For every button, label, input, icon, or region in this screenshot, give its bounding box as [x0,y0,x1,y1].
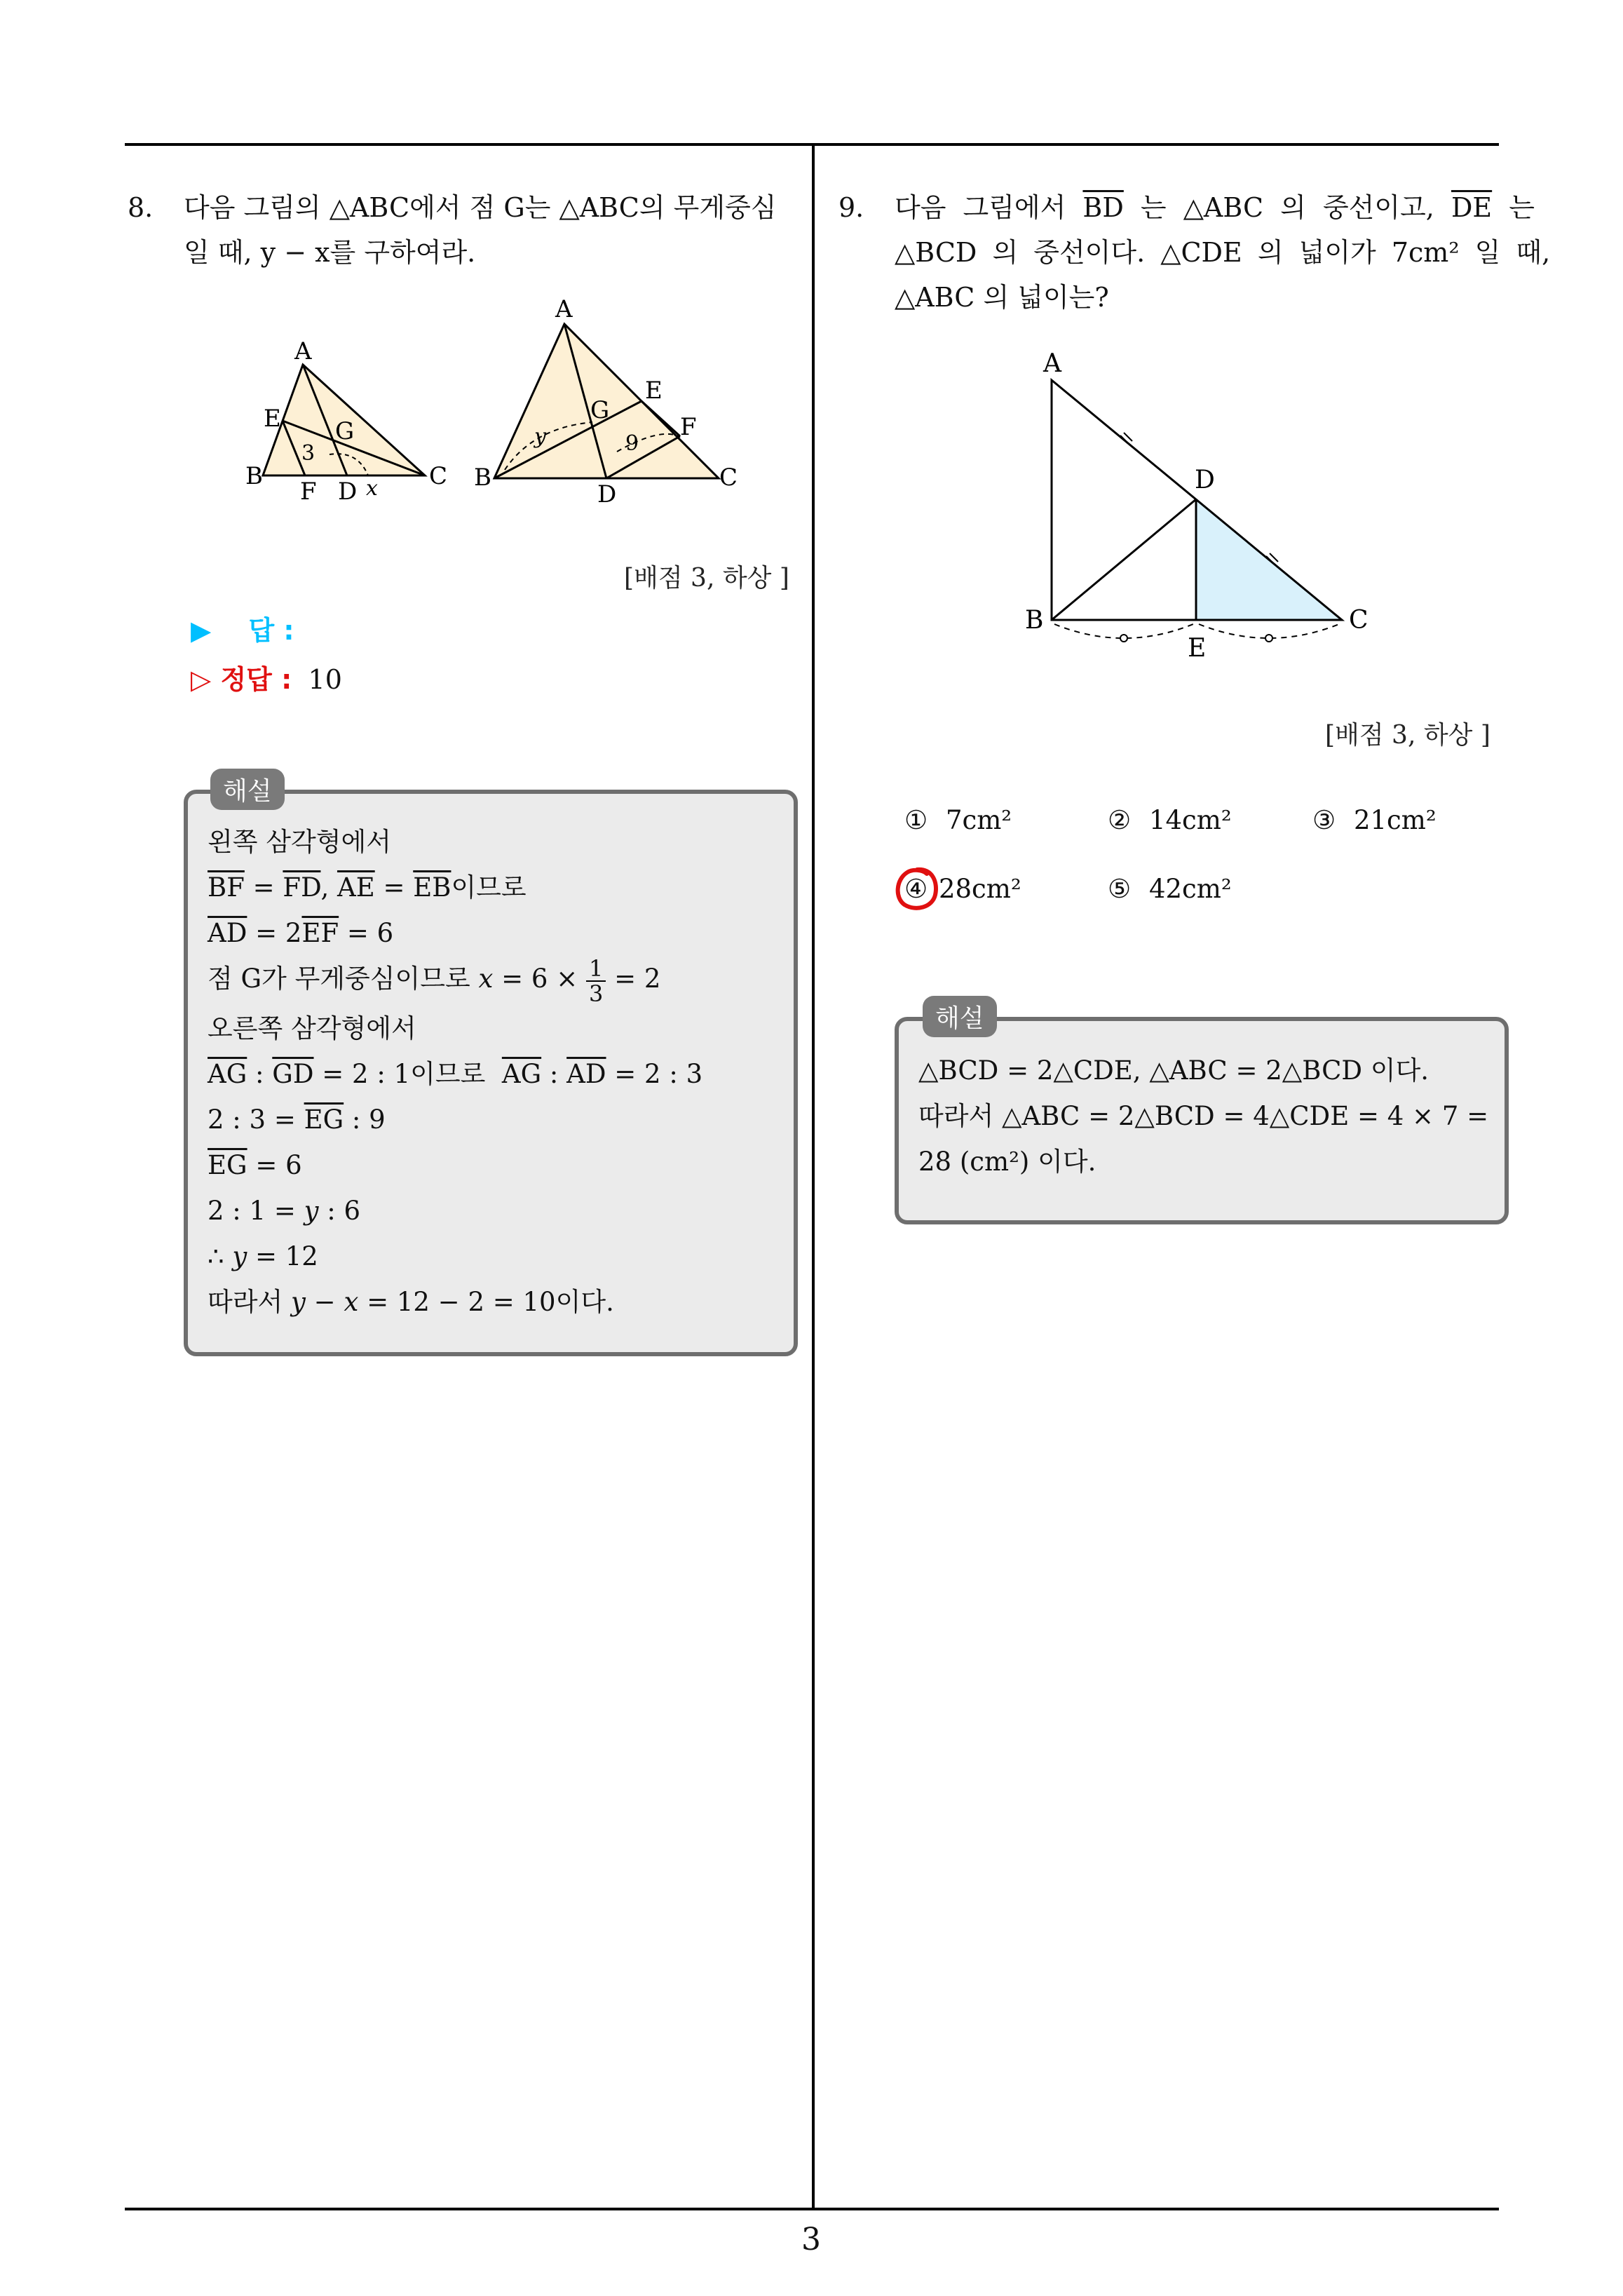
left-label-x: x [366,476,378,501]
q8-solution-tag: 해설 [210,769,285,810]
left-label-3: 3 [301,441,315,466]
q9-text-c: 는 [1509,192,1535,223]
right-label-E: E [645,377,663,405]
q9-label-C: C [1349,606,1369,635]
q8-text-line2: 일 때, y − x를 구하여라. [184,237,476,268]
q9-label-B: B [1025,606,1044,635]
q9-sol-line: 28 (cm²) 이다. [918,1147,1096,1177]
right-label-G: G [590,396,610,424]
q9-figure [1024,344,1402,673]
left-label-B: B [245,462,263,490]
mark-BE [1120,635,1127,642]
q8-correct-label: 정답 : [220,664,292,695]
q8-answer [191,609,294,647]
q9-text-b: 는 △ABC 의 중선이고, [1140,192,1434,223]
q8-sol-line: $\overline{BF} = \overline{FD}$, $\overline{AE} = \overline{EB}$이므로 [208,872,527,903]
q9-solution-body [918,1048,1488,1184]
choice-mark: ③ [1312,805,1336,835]
q9-sol-line: △BCD = 2△CDE, △ABC = 2△BCD 이다. [918,1055,1430,1086]
q8-sol-line: 점 G가 무게중심이므로 x = 6 × $\frac{1}{3}$ = 2 [208,954,661,1007]
q8-sol-line: $\overline{AD} = 2\overline{EF} = 6$ [208,918,394,948]
q8-sol-line: $\overline{EG} = 6$ [208,1149,302,1180]
choice-value: 7cm² [945,805,1012,835]
choice-mark: ① [904,805,928,835]
left-label-E: E [264,405,281,433]
page-number: 3 [801,2222,821,2257]
q8-answer-label: 답 : [248,615,294,646]
q8-text-line1: 다음 그림의 △ABC에서 점 G는 △ABC의 무게중심 [184,192,777,223]
q8-score: [배점 3, 하상 ] [624,564,789,593]
right-label-B: B [474,464,491,492]
q9-number: 9. [838,192,864,223]
choice-value: 14cm² [1148,805,1232,835]
q8-sol-line: ∴ y = 12 [208,1241,318,1271]
right-label-F: F [680,413,697,441]
choice-value: 28cm² [938,874,1021,904]
left-label-D: D [338,478,358,506]
right-label-y: y [534,424,546,449]
left-label-C: C [429,462,448,490]
q9-score: [배점 3, 하상 ] [1325,721,1490,750]
choice-mark: ② [1108,805,1132,835]
q9-text-de: $\overline{DE}$ [1451,192,1493,223]
q9-text-bd: $\overline{BD}$ [1082,192,1124,223]
choice-1[interactable] [904,805,1012,835]
median-BD [1052,499,1196,620]
choice-5[interactable] [1108,874,1232,904]
q8-solution-body [208,819,702,1325]
q8-sol-line: $\overline{AG}$ : $\overline{GD} = 2$ : 1이므로 $\overline{AG}$ : $\overline{AD} = 2$ : 3 [208,1058,703,1089]
choice-mark: ⑤ [1108,874,1132,904]
right-label-D: D [597,480,617,508]
q8-number: 8. [128,192,154,223]
correct-arrow-icon: ▷ [191,664,212,695]
left-label-F: F [300,478,317,506]
left-label-A: A [294,337,312,365]
choice-value: 21cm² [1353,805,1437,835]
q9-solution-tag: 해설 [923,996,997,1037]
q9-text-a: 다음 그림에서 [895,192,1066,223]
q9-text-line1 [895,185,1535,230]
bottom-rule [125,2208,1499,2210]
mark-EC [1265,635,1272,642]
q8-sol-line: 오른쪽 삼각형에서 [208,1013,416,1044]
q9-label-E: E [1188,634,1207,663]
left-label-G: G [335,417,355,445]
right-label-A: A [555,295,573,323]
q9-text-line2: △BCD 의 중선이다. △CDE 의 넓이가 7cm² 일 때, [895,237,1551,268]
q9-label-D: D [1195,466,1215,494]
right-label-9: 9 [625,431,639,456]
choice-3[interactable] [1312,805,1437,835]
q8-correct-value: 10 [308,664,342,695]
choice-2[interactable] [1108,805,1232,835]
q8-sol-line: 2 : $3 = \overline{EG}$ : 9 [208,1104,386,1135]
answer-arrow-icon: ▶ [191,615,212,646]
choice-mark: ④ [904,874,928,904]
right-label-C: C [719,464,738,492]
q8-correct [191,658,342,696]
q9-sol-line: 따라서 △ABC = 2△BCD = 4△CDE = 4 × 7 = [918,1101,1489,1131]
q8-figure [238,295,750,512]
q9-label-A: A [1043,349,1061,378]
selected-circle-icon [892,864,942,914]
choice-value: 42cm² [1148,874,1232,904]
q8-sol-line: 왼쪽 삼각형에서 [208,827,391,857]
column-divider [812,143,815,2208]
q8-sol-line: 2 : 1 = y : 6 [208,1195,361,1226]
q9-text-line3: △ABC 의 넓이는? [895,282,1109,313]
q8-sol-line: 따라서 y − x = 12 − 2 = 10이다. [208,1286,614,1317]
